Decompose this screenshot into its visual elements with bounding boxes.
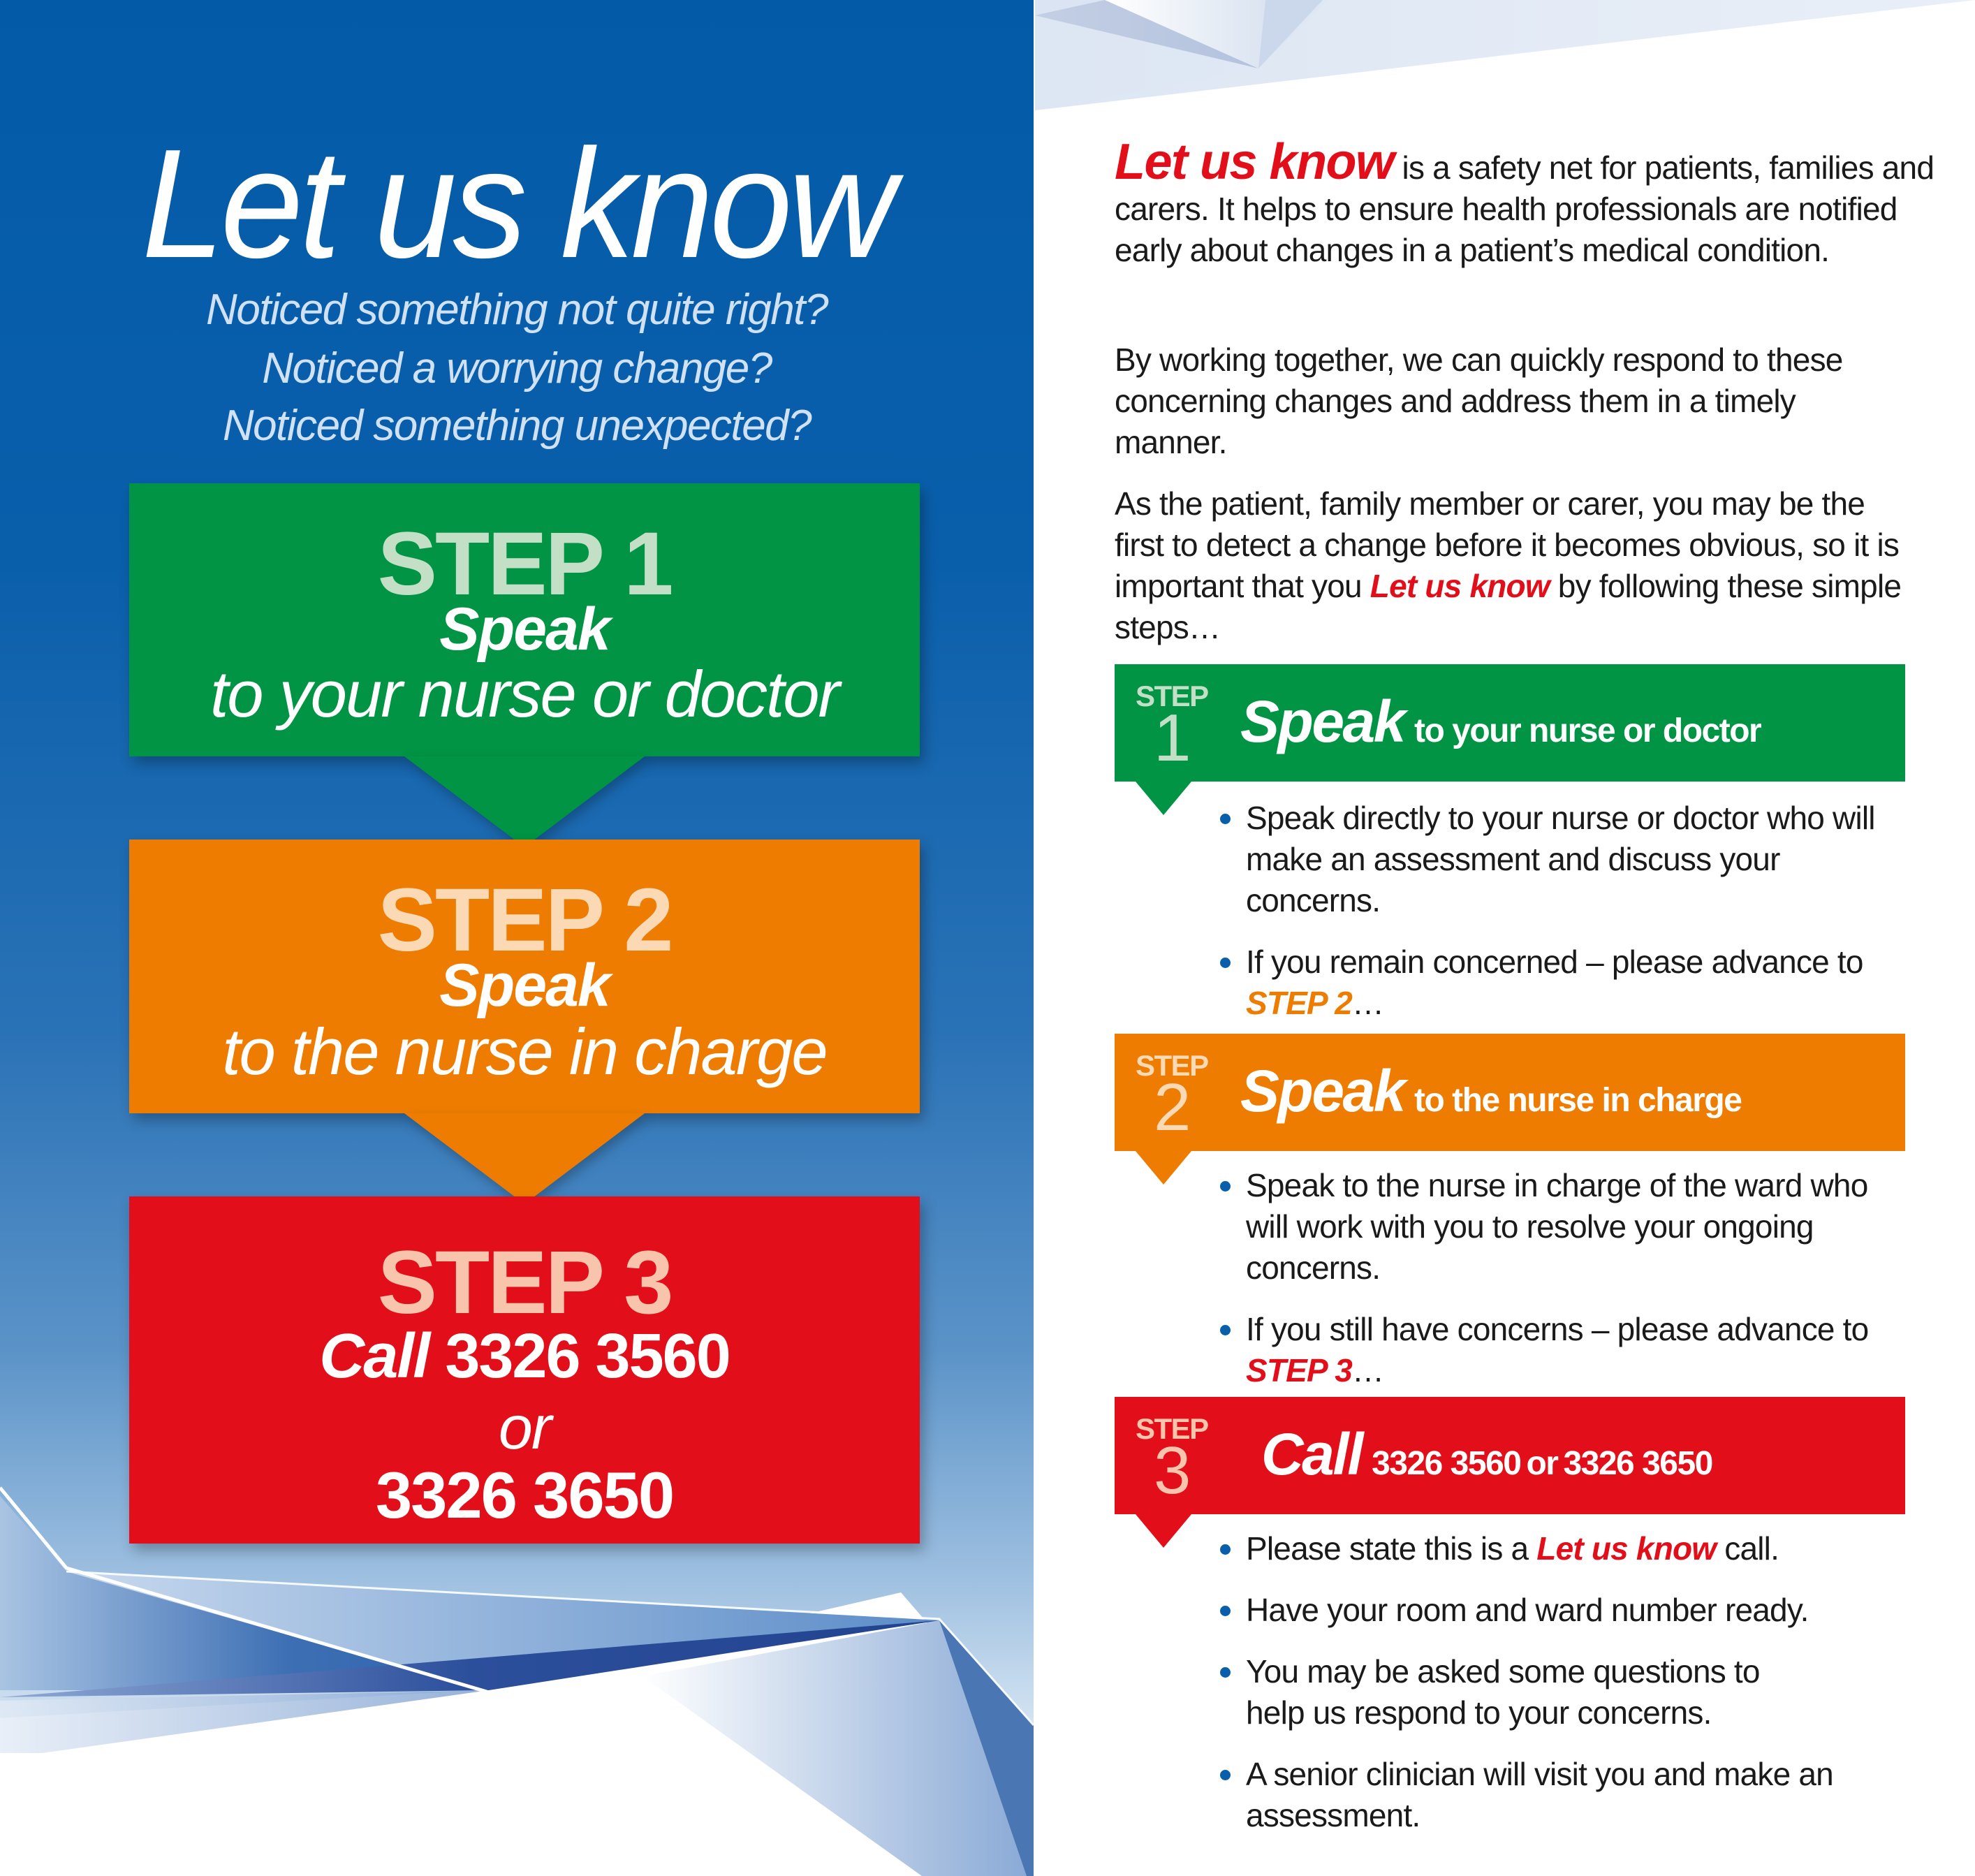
step-1-bullet-1: Speak directly to your nurse or doctor who will make an assessment and discuss your concerns. [1246,798,1916,921]
step-2-action: Speak [439,952,610,1019]
step-3-bullet-1-text: Please state this is a [1246,1530,1537,1567]
subtitle-line-2: Noticed a worrying change? [262,344,772,393]
step-3-bullet-4: A senior clinician will visit you and make an assessment. [1246,1754,1874,1836]
step-1-banner-detail: to your nurse or doctor [1414,712,1761,749]
step-3-title: STEP 3 [377,1233,672,1333]
step-3-banner-phone-1[interactable]: 3326 3560 [1372,1445,1521,1482]
step-2-banner-arrow [1136,1151,1191,1185]
step-3-banner-action: Call [1261,1421,1363,1487]
intro-text: is a safety net for patients, families and carers. It helps to ensure health professionals are notified early about changes in a patient’s medical condition. [1115,149,1934,268]
step-2-bullet-1: Speak to the nurse in charge of the ward who will work with you to resolve your ongoing concerns. [1246,1165,1916,1289]
step-2-bullets [1246,1165,1916,1412]
step-1-banner-heading [1240,688,1761,756]
step-3-reference: STEP 3 [1246,1352,1352,1388]
step-2-bullet-2 [1246,1309,1916,1391]
step-3-bullet-1 [1246,1528,1916,1569]
step-3-banner-label: STEP [1136,1412,1208,1445]
step-3-banner-arrow [1136,1514,1191,1548]
main-title: Let us know [142,117,892,291]
step-1-arrow [404,756,645,847]
paragraph-3-after: by following these simple steps… [1115,568,1902,645]
step-1-banner-action: Speak [1240,689,1404,754]
step-1-title: STEP 1 [377,514,672,614]
step-1-bullet-2-ellipsis: … [1352,985,1384,1021]
step-1-action: Speak [439,596,610,663]
step-3-call-line [129,1321,920,1393]
step-1-bullet-2-text: If you remain concerned – please advance to [1246,944,1863,980]
step-3-phone-2[interactable]: 3326 3650 [375,1458,674,1532]
step-3-bullet-1-brand: Let us know [1536,1530,1717,1567]
step-2-banner-action: Speak [1240,1058,1404,1124]
intro-brand-name: Let us know [1115,134,1394,190]
step-3-banner-number: 3 [1154,1433,1191,1508]
paragraph-3 [1115,483,1918,648]
step-2-box [129,840,920,1113]
step-1-box [129,483,920,756]
step-3-box [129,1196,920,1544]
step-2-banner-label: STEP [1136,1049,1208,1082]
paragraph-3-before: As the patient, family member or carer, you may be the first to detect a change before it becomes obvious, so it is important that you [1115,485,1900,604]
step-3-bullet-1-end: call. [1716,1530,1779,1567]
step-3-banner-heading [1261,1421,1712,1488]
step-2-banner-detail: to the nurse in charge [1414,1082,1742,1119]
step-3-banner [1115,1397,1905,1514]
step-1-detail: to your nurse or doctor [210,657,839,731]
step-1-banner-arrow [1136,782,1191,815]
right-panel [1035,0,1975,1876]
step-3-or: or [498,1393,551,1462]
step-1-bullet-2 [1246,941,1916,1024]
step-3-bullets [1246,1528,1916,1856]
subtitle-line-1: Noticed something not quite right? [206,286,828,334]
step-3-call-label: Call [319,1321,429,1391]
step-2-banner [1115,1034,1905,1151]
step-2-bullet-2-text: If you still have concerns – please advance to [1246,1311,1869,1347]
step-2-detail: to the nurse in charge [222,1015,827,1088]
step-3-phone-1[interactable]: 3326 3560 [445,1321,730,1391]
step-1-bullets [1246,798,1916,1044]
subtitle-line-3: Noticed something unexpected? [222,402,812,450]
step-1-banner-number: 1 [1154,701,1191,775]
step-3-bullet-3: You may be asked some questions to help us respond to your concerns. [1246,1651,1819,1734]
step-1-banner [1115,664,1905,782]
intro-paragraph [1115,134,1953,271]
decorative-polygon-header [1035,0,1975,140]
paragraph-2: By working together, we can quickly respond to these concerning changes and address them in a timely manner. [1115,342,1843,460]
step-3-bullet-2: Have your room and ward number ready. [1246,1590,1916,1631]
step-2-banner-heading [1240,1057,1741,1125]
step-1-banner-label: STEP [1136,680,1208,712]
step-2-banner-number: 2 [1154,1070,1191,1145]
step-2-title: STEP 2 [377,870,672,970]
step-2-arrow [404,1113,645,1204]
step-2-reference: STEP 2 [1246,985,1352,1021]
step-3-banner-phone-2[interactable]: 3326 3650 [1563,1445,1712,1482]
step-3-banner-or: or [1526,1445,1558,1482]
paragraph-3-brand: Let us know [1370,568,1550,604]
step-2-bullet-2-ellipsis: … [1352,1352,1384,1388]
